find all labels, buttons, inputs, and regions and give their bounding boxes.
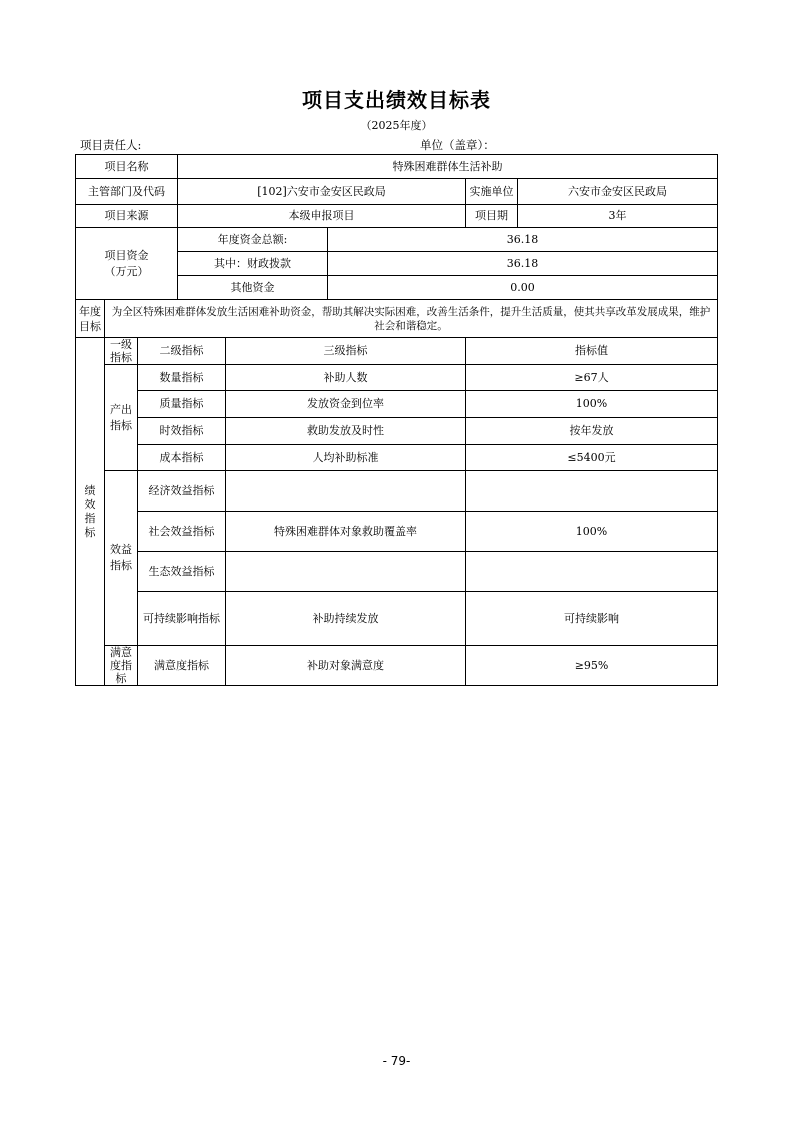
level3-cell: 救助发放及时性	[226, 418, 466, 445]
performance-target-table	[75, 154, 718, 686]
level3-cell: 补助人数	[226, 365, 466, 391]
department-label: 主管部门及代码	[76, 179, 178, 205]
level3-cell: 人均补助标准	[226, 445, 466, 471]
year-note: （2025年度）	[360, 119, 433, 132]
project-name-value: 特殊困难群体生活补助	[178, 155, 718, 179]
indicator-row	[76, 512, 718, 552]
project-period-value: 3年	[518, 205, 718, 228]
funds-fiscal-label: 其中：财政拨款	[178, 252, 328, 276]
level2-cell: 数量指标	[138, 365, 226, 391]
indicator-row	[76, 592, 718, 646]
output-indicators-label: 产出 指标	[105, 365, 138, 471]
level3-cell: 补助对象满意度	[226, 646, 466, 686]
header-level2: 二级指标	[138, 338, 226, 365]
level2-cell: 满意度指标	[138, 646, 226, 686]
project-source-label: 项目来源	[76, 205, 178, 228]
level3-cell	[226, 471, 466, 512]
level2-cell: 经济效益指标	[138, 471, 226, 512]
responsible-person-label: 项目责任人:	[80, 138, 142, 152]
value-cell	[466, 552, 718, 592]
indicator-row	[76, 445, 718, 471]
header-level3: 三级指标	[226, 338, 466, 365]
value-cell: ≥67人	[466, 365, 718, 391]
indicator-row	[76, 646, 718, 686]
indicator-row	[76, 552, 718, 592]
level3-cell: 发放资金到位率	[226, 391, 466, 418]
project-source-value: 本级申报项目	[178, 205, 466, 228]
header-value: 指标值	[466, 338, 718, 365]
level3-cell: 补助持续发放	[226, 592, 466, 646]
level2-cell: 社会效益指标	[138, 512, 226, 552]
page-number: - 79-	[382, 1054, 411, 1068]
project-period-label: 项目期	[466, 205, 518, 228]
value-cell: ≥95%	[466, 646, 718, 686]
satisfaction-indicators-label: 满意 度指 标	[105, 646, 138, 686]
funds-total-label: 年度资金总额:	[178, 228, 328, 252]
value-cell: 100%	[466, 512, 718, 552]
level3-cell: 特殊困难群体对象救助覆盖率	[226, 512, 466, 552]
funds-other-label: 其他资金	[178, 276, 328, 300]
value-cell: 100%	[466, 391, 718, 418]
level2-cell: 生态效益指标	[138, 552, 226, 592]
indicator-row	[76, 471, 718, 512]
row-annual-goal	[76, 300, 718, 338]
annual-goal-label: 年度 目标	[76, 300, 105, 338]
level2-cell: 成本指标	[138, 445, 226, 471]
level3-cell	[226, 552, 466, 592]
project-name-label: 项目名称	[76, 155, 178, 179]
level2-cell: 时效指标	[138, 418, 226, 445]
row-source	[76, 205, 718, 228]
funds-total-value: 36.18	[328, 228, 718, 252]
value-cell	[466, 471, 718, 512]
benefit-indicators-label: 效益 指标	[105, 471, 138, 646]
level2-cell: 质量指标	[138, 391, 226, 418]
value-cell: 按年发放	[466, 418, 718, 445]
indicator-row	[76, 391, 718, 418]
indicator-row	[76, 365, 718, 391]
indicator-row	[76, 418, 718, 445]
page-title: 项目支出绩效目标表	[302, 88, 491, 112]
row-funds-total	[76, 228, 718, 252]
row-department	[76, 179, 718, 205]
level2-cell: 可持续影响指标	[138, 592, 226, 646]
value-cell: 可持续影响	[466, 592, 718, 646]
value-cell: ≤5400元	[466, 445, 718, 471]
header-level1: 一级 指标	[105, 338, 138, 365]
unit-seal-label: 单位（盖章）：	[420, 138, 495, 152]
project-funds-label: 项目资金 （万元）	[76, 228, 178, 300]
row-project-name	[76, 155, 718, 179]
implementing-unit-value: 六安市金安区民政局	[518, 179, 718, 205]
implementing-unit-label: 实施单位	[466, 179, 518, 205]
department-value: [102]六安市金安区民政局	[178, 179, 466, 205]
funds-fiscal-value: 36.18	[328, 252, 718, 276]
annual-goal-text: 为全区特殊困难群体发放生活困难补助资金，帮助其解决实际困难，改善生活条件，提升生活质量，使其共享改革发展成果，维护社会和谐稳定。	[105, 300, 718, 338]
row-indicator-header	[76, 338, 718, 365]
performance-indicators-label: 绩 效 指 标	[76, 338, 105, 686]
funds-other-value: 0.00	[328, 276, 718, 300]
